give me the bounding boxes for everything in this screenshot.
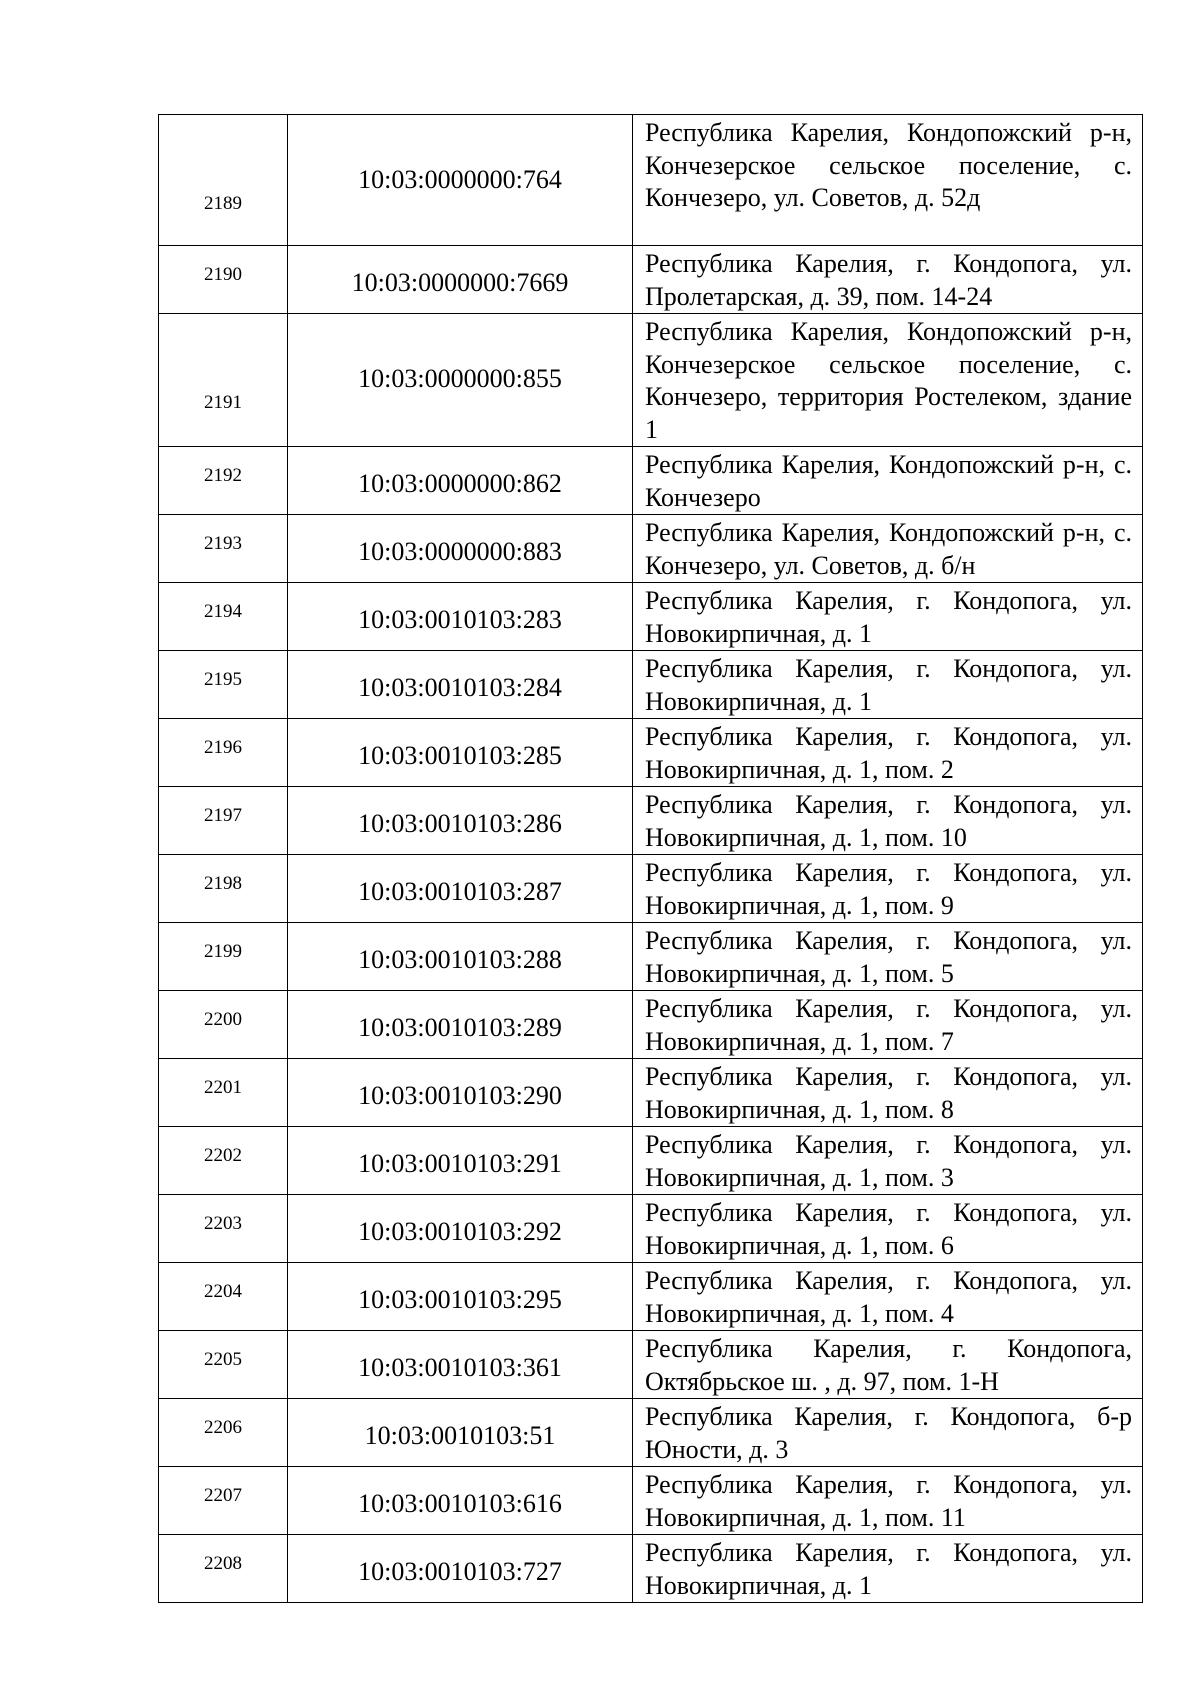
address-cell: Республика Карелия, г. Кондопога, ул. Новокирпичная, д. 1, пом. 11: [633, 1467, 1143, 1535]
cadastral-number-cell: 10:03:0000000:7669: [288, 246, 633, 314]
address-cell: Республика Карелия, г. Кондопога, ул. Новокирпичная, д. 1, пом. 6: [633, 1195, 1143, 1263]
table-row: [159, 991, 1143, 1059]
row-number-cell: 2208: [159, 1535, 288, 1603]
address-cell: Республика Карелия, г. Кондопога, ул. Новокирпичная, д. 1, пом. 2: [633, 719, 1143, 787]
row-number-cell: 2203: [159, 1195, 288, 1263]
table-row: [159, 923, 1143, 991]
table-row: [159, 515, 1143, 583]
property-table: [158, 114, 1143, 1603]
row-number-cell: 2190: [159, 246, 288, 314]
table-row: [159, 1127, 1143, 1195]
address-cell: Республика Карелия, г. Кондопога, ул. Новокирпичная, д. 1: [633, 583, 1143, 651]
table-row: [159, 1331, 1143, 1399]
row-number-cell: 2193: [159, 515, 288, 583]
cadastral-number-cell: 10:03:0000000:862: [288, 447, 633, 515]
cadastral-number-cell: 10:03:0010103:291: [288, 1127, 633, 1195]
address-cell: Республика Карелия, г. Кондопога, ул. Новокирпичная, д. 1, пом. 8: [633, 1059, 1143, 1127]
table-row: [159, 1535, 1143, 1603]
cadastral-number-cell: 10:03:0000000:855: [288, 314, 633, 447]
cadastral-number-cell: 10:03:0010103:295: [288, 1263, 633, 1331]
row-number-cell: 2196: [159, 719, 288, 787]
row-number-cell: 2206: [159, 1399, 288, 1467]
cadastral-number-cell: 10:03:0000000:764: [288, 115, 633, 246]
address-cell: Республика Карелия, г. Кондопога, ул. Новокирпичная, д. 1, пом. 4: [633, 1263, 1143, 1331]
row-number-cell: 2198: [159, 855, 288, 923]
table-row: [159, 787, 1143, 855]
cadastral-number-cell: 10:03:0010103:287: [288, 855, 633, 923]
address-cell: Республика Карелия, Кондопожский р-н, с. Кончезеро: [633, 447, 1143, 515]
row-number-cell: 2204: [159, 1263, 288, 1331]
address-cell: Республика Карелия, Кондопожский р-н, с. Кончезеро, ул. Советов, д. б/н: [633, 515, 1143, 583]
cadastral-number-cell: 10:03:0010103:361: [288, 1331, 633, 1399]
address-cell: Республика Карелия, г. Кондопога, ул. Пролетарская, д. 39, пом. 14-24: [633, 246, 1143, 314]
cadastral-number-cell: 10:03:0010103:616: [288, 1467, 633, 1535]
row-number-cell: 2191: [159, 314, 288, 447]
table-row: [159, 651, 1143, 719]
cadastral-number-cell: 10:03:0000000:883: [288, 515, 633, 583]
table-row: [159, 1263, 1143, 1331]
table-row: [159, 1399, 1143, 1467]
address-cell: Республика Карелия, Кондопожский р-н, Кончезерское сельское поселение, с. Кончезеро, территория Ростелеком, здание 1: [633, 314, 1143, 447]
row-number-cell: 2201: [159, 1059, 288, 1127]
row-number-cell: 2199: [159, 923, 288, 991]
row-number-cell: 2202: [159, 1127, 288, 1195]
cadastral-number-cell: 10:03:0010103:727: [288, 1535, 633, 1603]
cadastral-number-cell: 10:03:0010103:285: [288, 719, 633, 787]
row-number-cell: 2205: [159, 1331, 288, 1399]
address-cell: Республика Карелия, г. Кондопога, ул. Новокирпичная, д. 1, пом. 3: [633, 1127, 1143, 1195]
row-number-cell: 2207: [159, 1467, 288, 1535]
row-number-cell: 2195: [159, 651, 288, 719]
table-row: [159, 115, 1143, 246]
row-number-cell: 2200: [159, 991, 288, 1059]
cadastral-number-cell: 10:03:0010103:292: [288, 1195, 633, 1263]
cadastral-number-cell: 10:03:0010103:288: [288, 923, 633, 991]
cadastral-number-cell: 10:03:0010103:286: [288, 787, 633, 855]
cadastral-number-cell: 10:03:0010103:284: [288, 651, 633, 719]
address-cell: Республика Карелия, г. Кондопога, ул. Новокирпичная, д. 1, пом. 5: [633, 923, 1143, 991]
address-cell: Республика Карелия, г. Кондопога, ул. Новокирпичная, д. 1: [633, 651, 1143, 719]
address-cell: Республика Карелия, г. Кондопога, ул. Новокирпичная, д. 1, пом. 9: [633, 855, 1143, 923]
row-number-cell: 2192: [159, 447, 288, 515]
row-number-cell: 2197: [159, 787, 288, 855]
address-cell: Республика Карелия, г. Кондопога, б-р Юности, д. 3: [633, 1399, 1143, 1467]
address-cell: Республика Карелия, Кондопожский р-н, Кончезерское сельское поселение, с. Кончезеро, ул. Советов, д. 52д: [633, 115, 1143, 246]
table-row: [159, 719, 1143, 787]
cadastral-number-cell: 10:03:0010103:290: [288, 1059, 633, 1127]
table-row: [159, 1467, 1143, 1535]
address-cell: Республика Карелия, г. Кондопога, Октябрьское ш. , д. 97, пом. 1-Н: [633, 1331, 1143, 1399]
table-row: [159, 314, 1143, 447]
row-number-cell: 2194: [159, 583, 288, 651]
property-table-body: [159, 115, 1143, 1603]
table-row: [159, 447, 1143, 515]
table-row: [159, 246, 1143, 314]
cadastral-number-cell: 10:03:0010103:51: [288, 1399, 633, 1467]
table-row: [159, 855, 1143, 923]
table-row: [159, 583, 1143, 651]
row-number-cell: 2189: [159, 115, 288, 246]
address-cell: Республика Карелия, г. Кондопога, ул. Новокирпичная, д. 1, пом. 7: [633, 991, 1143, 1059]
cadastral-number-cell: 10:03:0010103:283: [288, 583, 633, 651]
cadastral-number-cell: 10:03:0010103:289: [288, 991, 633, 1059]
table-row: [159, 1059, 1143, 1127]
address-cell: Республика Карелия, г. Кондопога, ул. Новокирпичная, д. 1: [633, 1535, 1143, 1603]
table-row: [159, 1195, 1143, 1263]
address-cell: Республика Карелия, г. Кондопога, ул. Новокирпичная, д. 1, пом. 10: [633, 787, 1143, 855]
